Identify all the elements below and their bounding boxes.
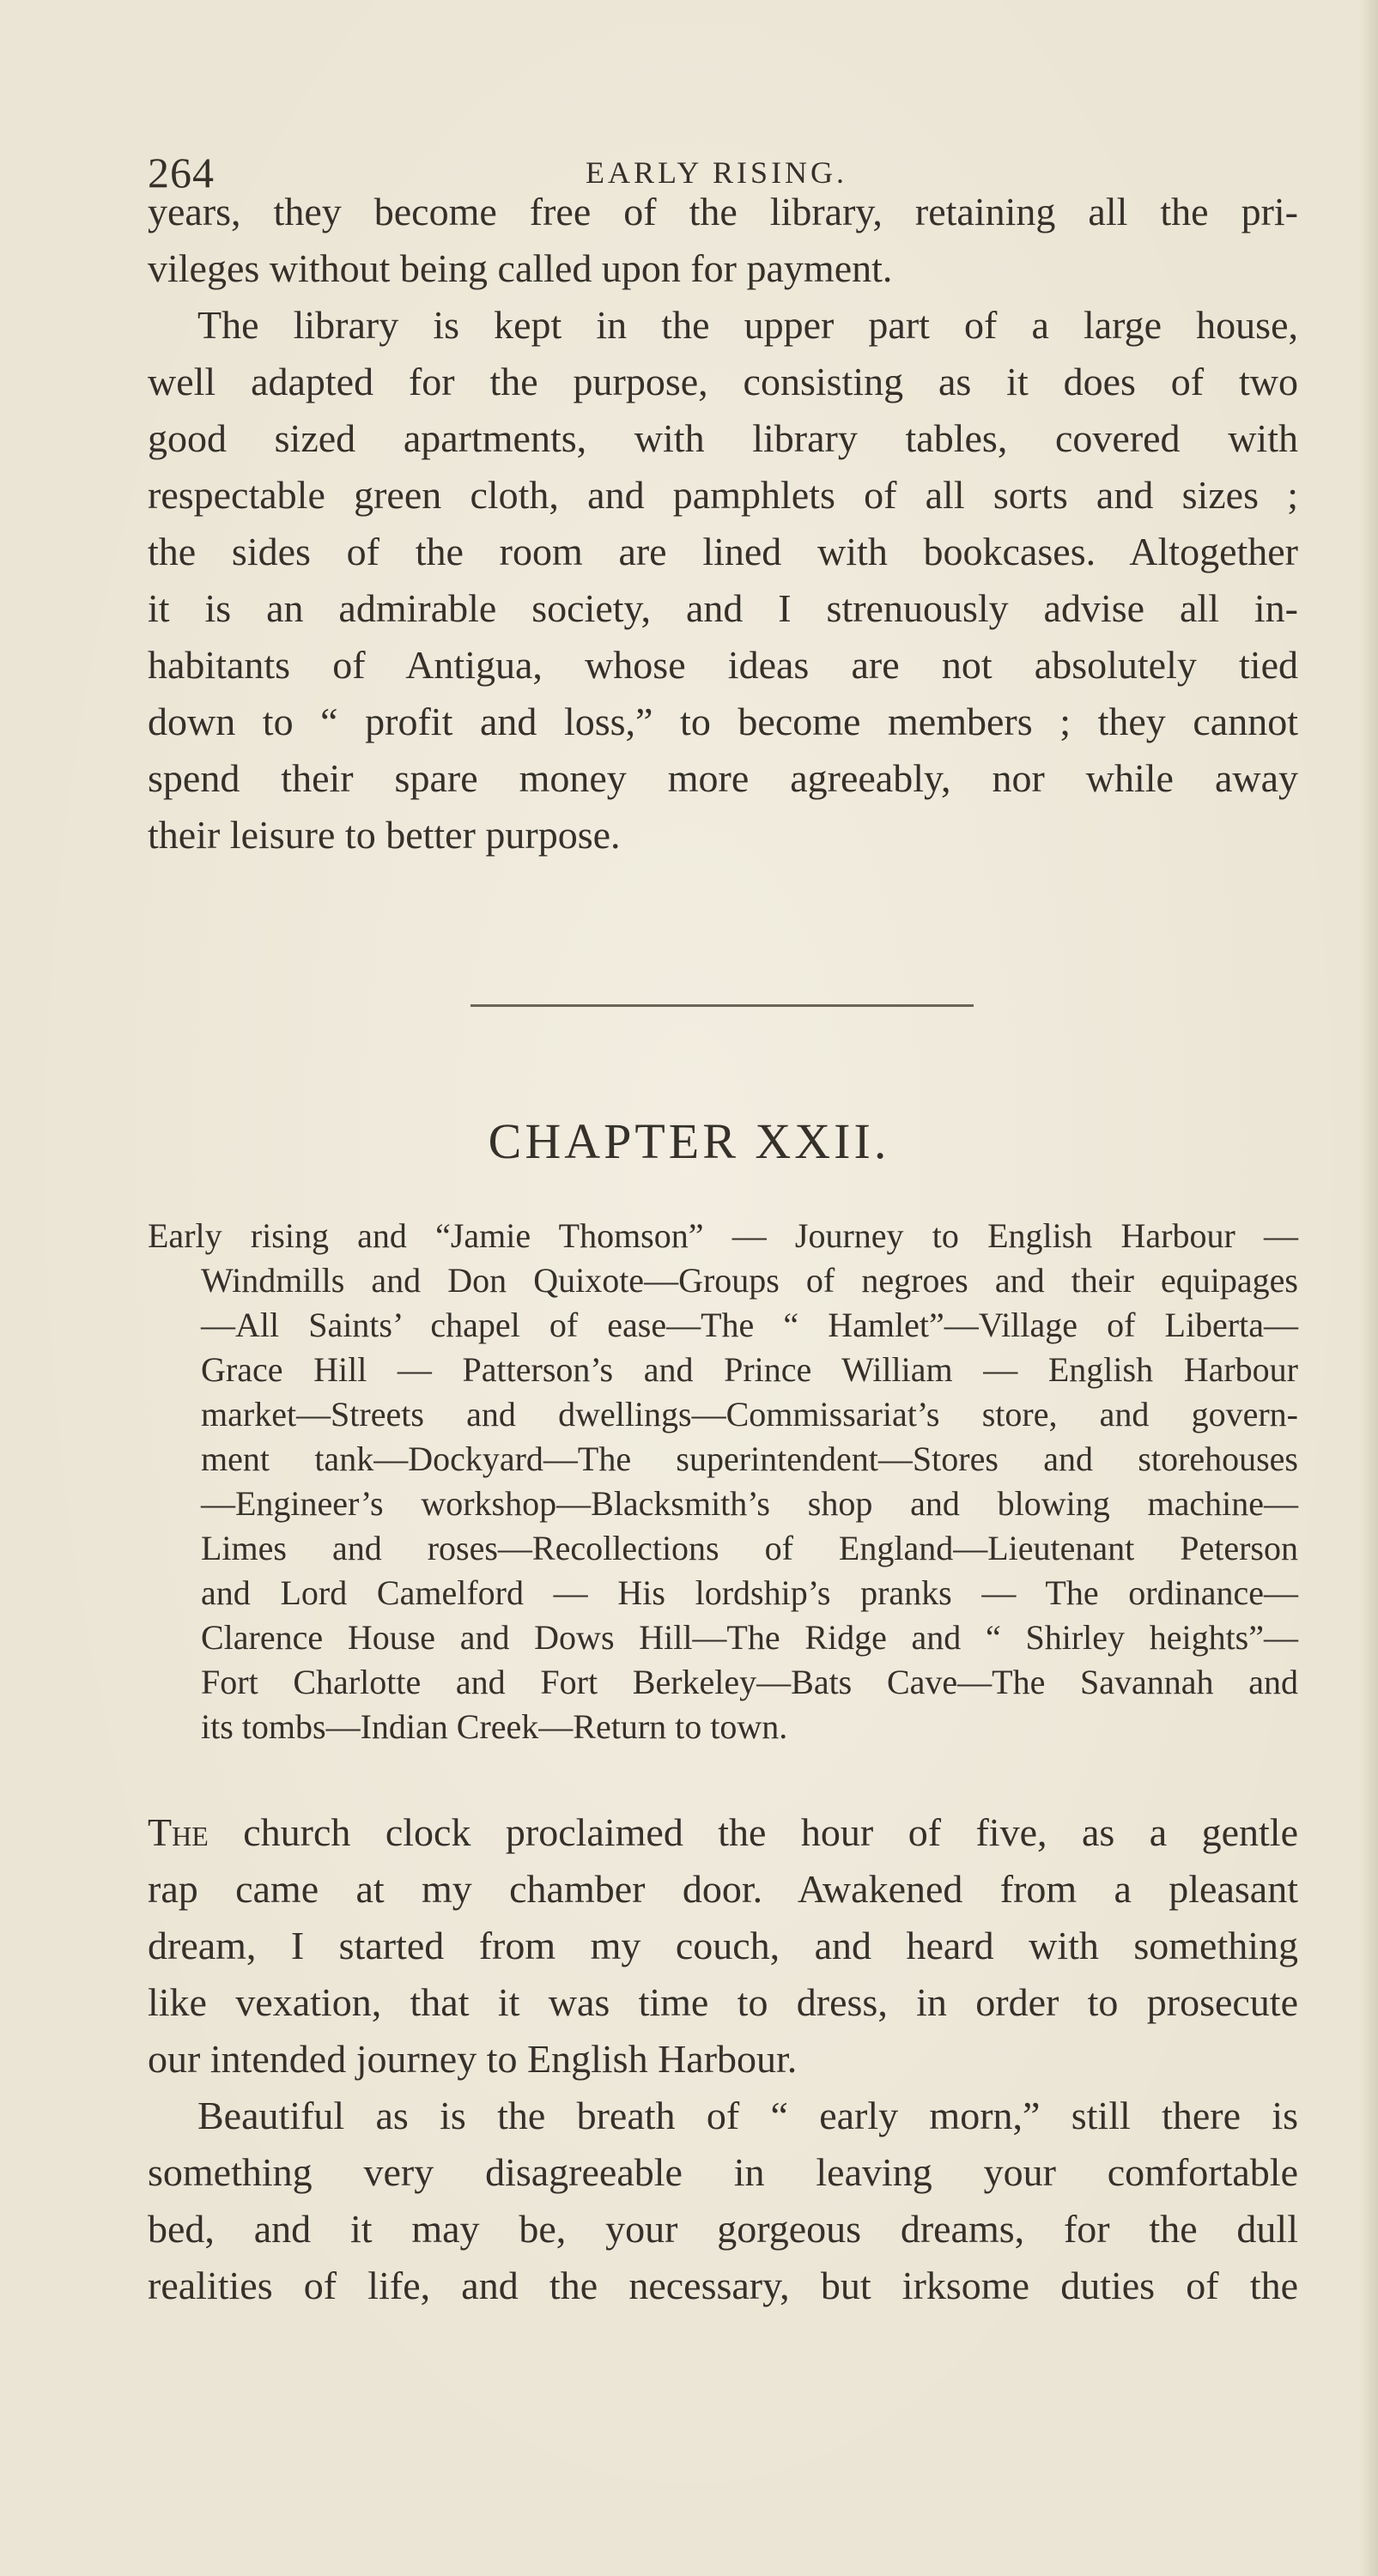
text-line: down to “ profit and loss,” to become members ; they cannot [148,700,1298,743]
text-line: vileges without being called upon for payment. [148,246,893,290]
text-line [148,1804,1298,1861]
text-line: the sides of the room are lined with bookcases. Altogether [148,530,1298,573]
synopsis-line: its tombs—Indian Creek—Return to town. [201,1707,788,1746]
page-number: 264 [148,148,215,197]
text-line: something very disagreeable in leaving your comfortable [148,2150,1298,2194]
synopsis-line: Grace Hill — Patterson’s and Prince William — English Harbour [201,1350,1298,1389]
chapter-heading: CHAPTER XXII. [488,1113,890,1169]
text-line: it is an admirable society, and I strenuously advise all in- [148,586,1298,630]
text-line: bed, and it may be, your gorgeous dreams, for the dull [148,2207,1298,2251]
synopsis-line: Clarence House and Dows Hill—The Ridge and “ Shirley heights”— [201,1618,1298,1657]
text-line: rap came at my chamber door. Awakened from a pleasant [148,1867,1298,1911]
text-line: dream, I started from my couch, and heard with something [148,1924,1298,1967]
opening-word: The [148,1810,209,1854]
synopsis-line: Windmills and Don Quixote—Groups of negroes and their equipages [201,1261,1298,1300]
text-line: their leisure to better purpose. [148,813,621,857]
text-block-top [148,184,1298,864]
synopsis-line: —All Saints’ chapel of ease—The “ Hamlet”—Village of Liberta— [201,1306,1298,1344]
text-line: habitants of Antigua, whose ideas are not absolutely tied [148,643,1298,687]
synopsis-line: Early rising and “Jamie Thomson” — Journey to English Harbour — [148,1216,1298,1255]
text-block-bottom [148,1804,1298,2314]
text-line: our intended journey to English Harbour. [148,2037,798,2081]
text-line: The library is kept in the upper part of a large house, [197,303,1298,347]
synopsis-line: ment tank—Dockyard—The superintendent—Stores and storehouses [201,1440,1298,1478]
page-edge-shadow [1359,0,1378,2576]
text-line: Beautiful as is the breath of “ early morn,” still there is [197,2094,1298,2137]
running-title: EARLY RISING. [586,155,848,190]
text-line: realities of life, and the necessary, but irksome duties of the [148,2264,1298,2307]
text-line: well adapted for the purpose, consisting as it does of two [148,360,1298,403]
text-line: spend their spare money more agreeably, nor while away [148,756,1298,800]
synopsis-line: Limes and roses—Recollections of England—Lieutenant Peterson [201,1529,1298,1567]
text-line: like vexation, that it was time to dress, in order to prosecute [148,1980,1298,2024]
text-line: years, they become free of the library, retaining all the pri- [148,190,1298,233]
chapter-synopsis [148,1214,1298,1749]
text-line: respectable green cloth, and pamphlets of all sorts and sizes ; [148,473,1298,517]
text-line: good sized apartments, with library tables, covered with [148,416,1298,460]
text-line-rest: church clock proclaimed the hour of five, as a gentle [208,1810,1298,1854]
synopsis-line: —Engineer’s workshop—Blacksmith’s shop and blowing machine— [201,1484,1298,1523]
synopsis-line: market—Streets and dwellings—Commissariat’s store, and govern- [201,1395,1298,1433]
synopsis-line: Fort Charlotte and Fort Berkeley—Bats Cave—The Savannah and [201,1663,1298,1701]
section-divider [470,1004,974,1007]
synopsis-line: and Lord Camelford — His lordship’s pranks — The ordinance— [201,1573,1298,1612]
